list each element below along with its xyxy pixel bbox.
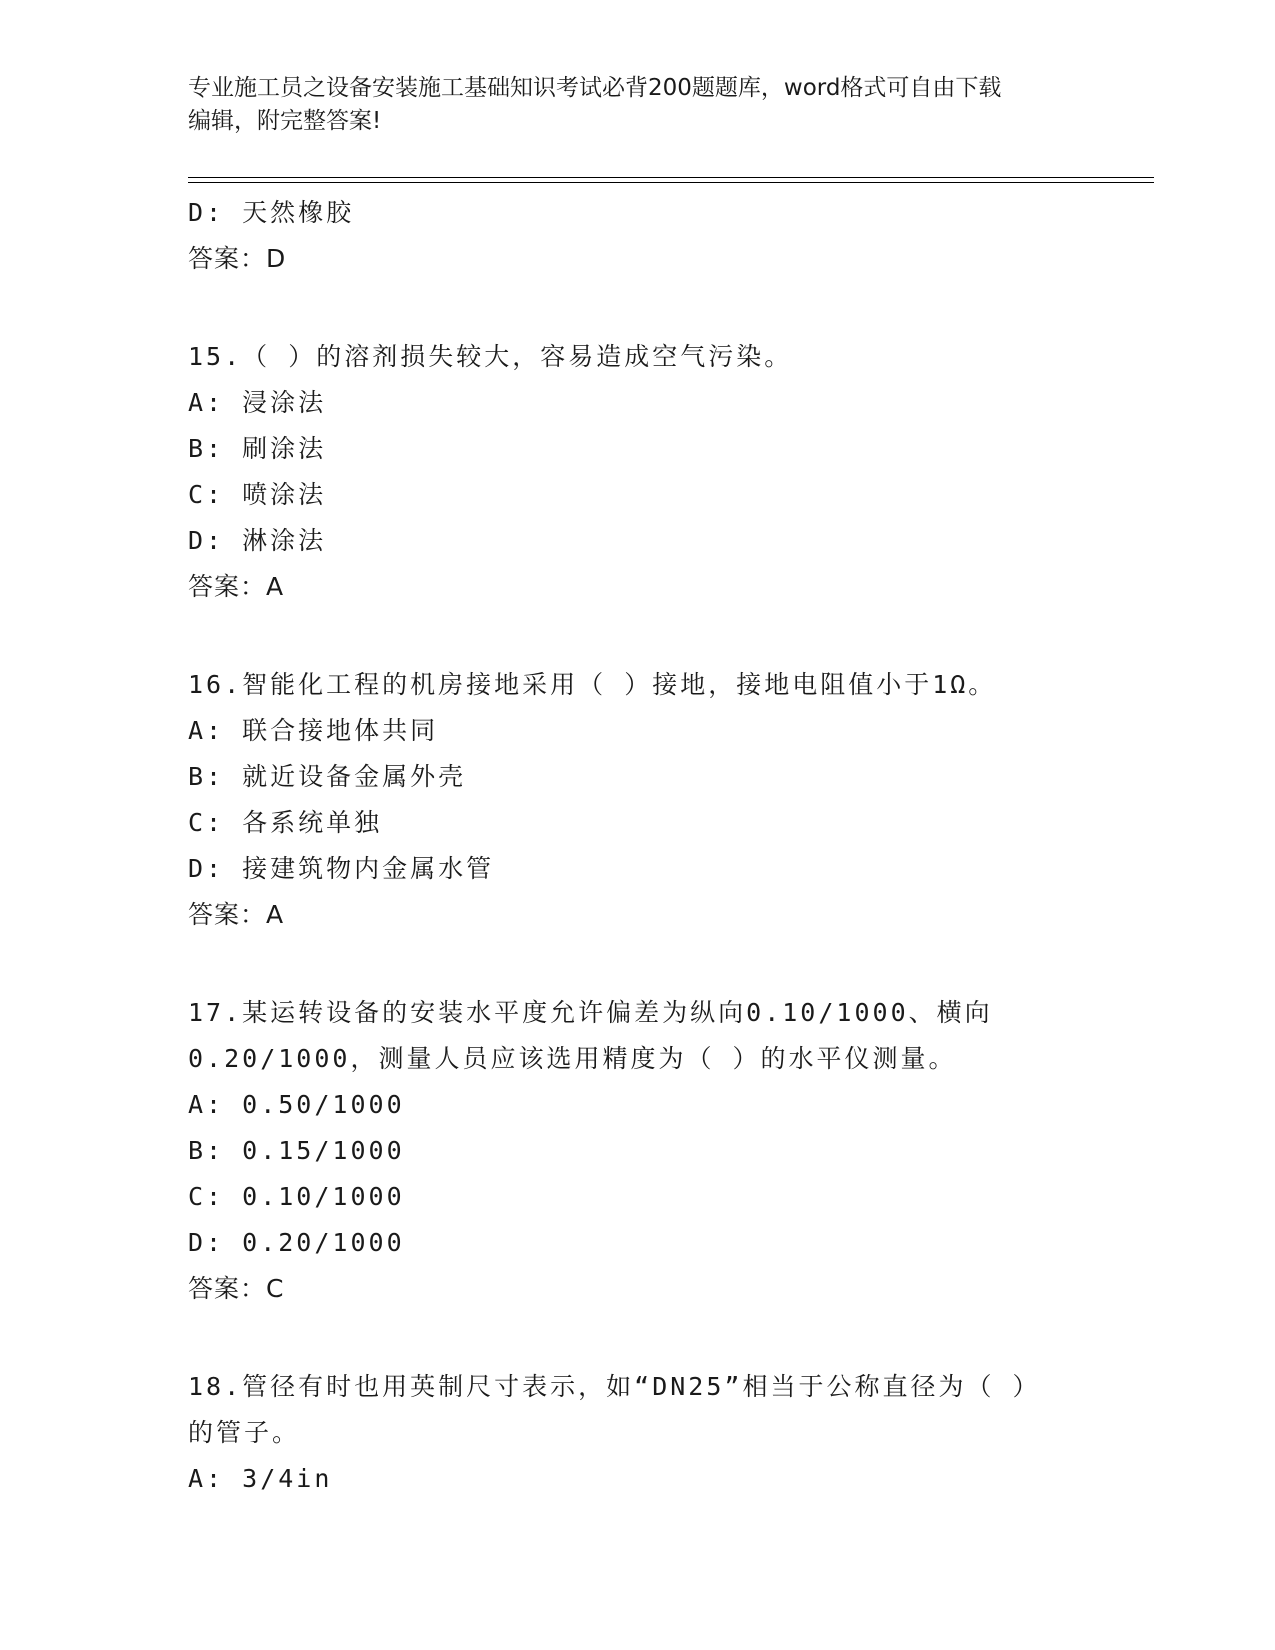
question-14-tail xyxy=(188,190,1088,282)
question-16 xyxy=(188,662,1088,938)
question-stem: 16.智能化工程的机房接地采用（ ）接地，接地电阻值小于1Ω。 xyxy=(188,670,997,699)
header-divider-top xyxy=(188,177,1154,178)
option-b: B: 刷涂法 xyxy=(188,434,327,463)
option-a: A: 0.50/1000 xyxy=(188,1090,405,1119)
question-15 xyxy=(188,334,1088,610)
header-divider-bottom xyxy=(188,182,1154,183)
option-c: C: 0.10/1000 xyxy=(188,1182,405,1211)
document-header xyxy=(188,72,1088,138)
option-a: A: 3/4in xyxy=(188,1464,333,1493)
question-stem-line2: 0.20/1000，测量人员应该选用精度为（ ）的水平仪测量。 xyxy=(188,1044,957,1073)
header-title-line2: 编辑，附完整答案! xyxy=(188,108,382,134)
question-stem-line2: 的管子。 xyxy=(188,1418,301,1447)
question-list xyxy=(188,190,1088,1502)
option-b: B: 就近设备金属外壳 xyxy=(188,762,467,791)
answer: 答案：A xyxy=(188,900,285,929)
option-d: D: 淋涂法 xyxy=(188,526,327,555)
option-a: A: 浸涂法 xyxy=(188,388,327,417)
question-17 xyxy=(188,990,1088,1312)
option-d: D: 接建筑物内金属水管 xyxy=(188,854,495,883)
option-b: B: 0.15/1000 xyxy=(188,1136,405,1165)
option-d: D: 天然橡胶 xyxy=(188,198,355,227)
question-stem-line1: 18.管径有时也用英制尺寸表示，如“DN25”相当于公称直径为（ ） xyxy=(188,1372,1041,1401)
answer: 答案：C xyxy=(188,1274,285,1303)
option-c: C: 各系统单独 xyxy=(188,808,383,837)
option-d: D: 0.20/1000 xyxy=(188,1228,405,1257)
question-18 xyxy=(188,1364,1088,1502)
option-c: C: 喷涂法 xyxy=(188,480,327,509)
option-a: A: 联合接地体共同 xyxy=(188,716,439,745)
answer: 答案：D xyxy=(188,244,287,273)
answer: 答案：A xyxy=(188,572,285,601)
header-title-line1: 专业施工员之设备安装施工基础知识考试必背200题题库，word格式可自由下载 xyxy=(188,75,1002,101)
question-stem: 15.（ ）的溶剂损失较大，容易造成空气污染。 xyxy=(188,342,793,371)
question-stem-line1: 17.某运转设备的安装水平度允许偏差为纵向0.10/1000、横向 xyxy=(188,998,993,1027)
